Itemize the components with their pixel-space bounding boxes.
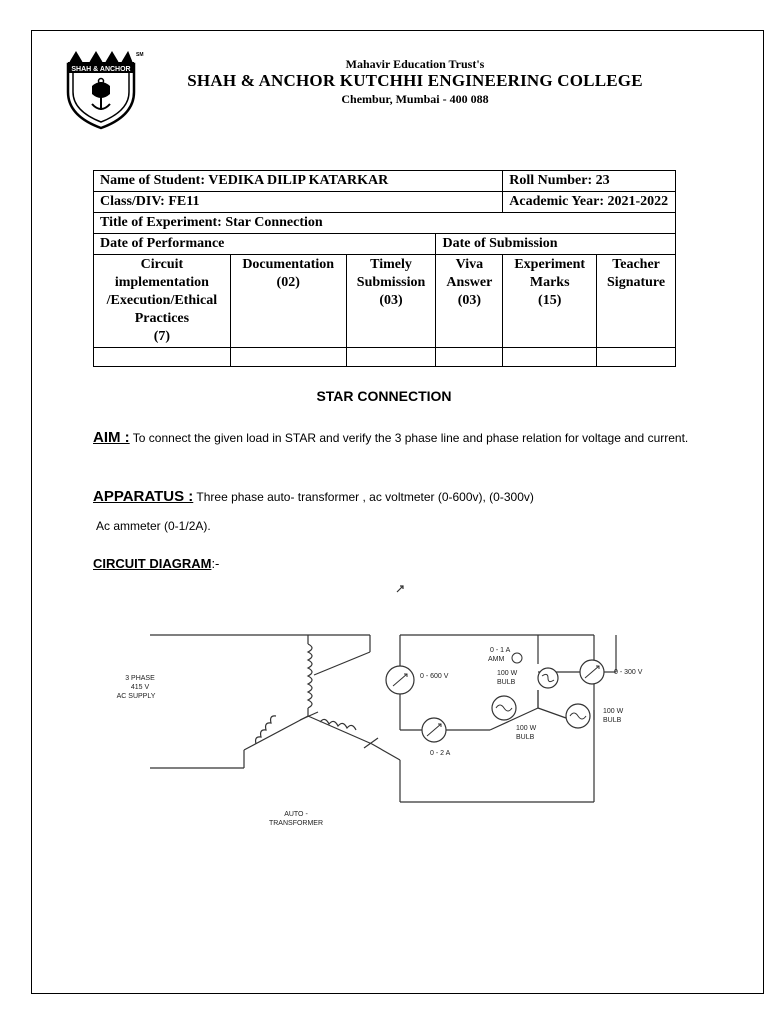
bulb-label: 100 W <box>516 725 537 732</box>
col-documentation <box>230 255 346 348</box>
bulb-label: BULB <box>497 679 516 686</box>
mark-cell <box>94 348 231 367</box>
mark-cell <box>346 348 436 367</box>
student-name: Name of Student: VEDIKA DILIP KATARKAR <box>94 171 503 192</box>
aim-text: To connect the given load in STAR and verify the 3 phase line and phase relation for voltage and current. <box>129 431 689 445</box>
supply-label: 3 PHASE <box>125 675 155 682</box>
apparatus-section <box>93 487 693 507</box>
col-line: Signature <box>607 275 666 290</box>
college-name: SHAH & ANCHOR KUTCHHI ENGINEERING COLLEGE <box>187 71 643 90</box>
autotransformer-label: TRANSFORMER <box>268 820 324 827</box>
ammeter-1a-label: AMM <box>488 656 505 663</box>
supply-label: 415 V <box>130 684 150 691</box>
college-address: Chembur, Mumbai - 400 088 <box>341 92 489 106</box>
experiment-title: Title of Experiment: Star Connection <box>94 213 676 234</box>
circuit-diagram-heading <box>93 556 219 571</box>
mark-cell <box>230 348 346 367</box>
col-line: Practices <box>134 311 190 326</box>
col-line: Documentation <box>242 257 335 272</box>
col-timely-submission <box>346 255 436 348</box>
col-line: implementation <box>114 275 209 290</box>
col-line: Circuit <box>140 257 184 272</box>
apparatus-line2: Ac ammeter (0-1/2A). <box>96 519 211 533</box>
class-div: Class/DIV: FE11 <box>94 192 503 213</box>
col-line: /Execution/Ethical <box>106 293 218 308</box>
student-info-table <box>93 170 676 367</box>
college-logo <box>62 48 144 130</box>
col-line: Teacher <box>612 257 660 272</box>
col-line: (03) <box>379 293 403 308</box>
col-circuit-implementation <box>94 255 231 348</box>
roll-number: Roll Number: 23 <box>503 171 676 192</box>
mark-cell <box>503 348 597 367</box>
apparatus-text: Three phase auto- transformer , ac voltmeter (0-600v), (0-300v) <box>193 490 534 504</box>
col-line: Experiment <box>514 257 586 272</box>
apparatus-label: APPARATUS : <box>93 488 194 505</box>
col-line: (02) <box>276 275 300 290</box>
date-of-performance: Date of Performance <box>94 234 436 255</box>
supply-label: AC SUPPLY <box>116 693 156 700</box>
mark-cell <box>436 348 503 367</box>
col-experiment-marks <box>503 255 597 348</box>
autotransformer-label: AUTO - <box>284 811 308 818</box>
col-line: Timely <box>370 257 412 272</box>
col-line: Marks <box>529 275 570 290</box>
logo-mark: SM <box>136 52 144 58</box>
aim-section <box>93 428 693 448</box>
bulb-label: BULB <box>603 717 622 724</box>
academic-year: Academic Year: 2021-2022 <box>503 192 676 213</box>
col-teacher-signature <box>597 255 676 348</box>
col-viva-answer <box>436 255 503 348</box>
col-line: (7) <box>153 329 171 344</box>
aim-label: AIM : <box>93 429 130 446</box>
col-line: Viva <box>455 257 484 272</box>
col-line: (15) <box>538 293 562 308</box>
bulb-label: BULB <box>516 734 535 741</box>
circuit-diagram-label: CIRCUIT DIAGRAM <box>93 556 212 571</box>
circuit-diagram <box>0 580 768 840</box>
voltmeter-600-label: 0 - 600 V <box>420 673 449 680</box>
col-line: (03) <box>457 293 482 308</box>
trust-name: Mahavir Education Trust's <box>345 57 485 71</box>
ammeter-2a-label: 0 - 2 A <box>430 750 451 757</box>
logo-text: SHAH & ANCHOR <box>71 66 131 73</box>
col-line: Submission <box>356 275 426 290</box>
mark-cell <box>597 348 676 367</box>
experiment-heading: STAR CONNECTION <box>316 388 452 404</box>
voltmeter-300-label: 0 - 300 V <box>614 669 643 676</box>
col-line: Answer <box>446 275 493 290</box>
circuit-diagram-suffix: :- <box>211 556 220 571</box>
date-of-submission: Date of Submission <box>436 234 676 255</box>
ammeter-1a-label: 0 - 1 A <box>490 647 511 654</box>
bulb-label: 100 W <box>603 708 624 715</box>
bulb-label: 100 W <box>497 670 518 677</box>
